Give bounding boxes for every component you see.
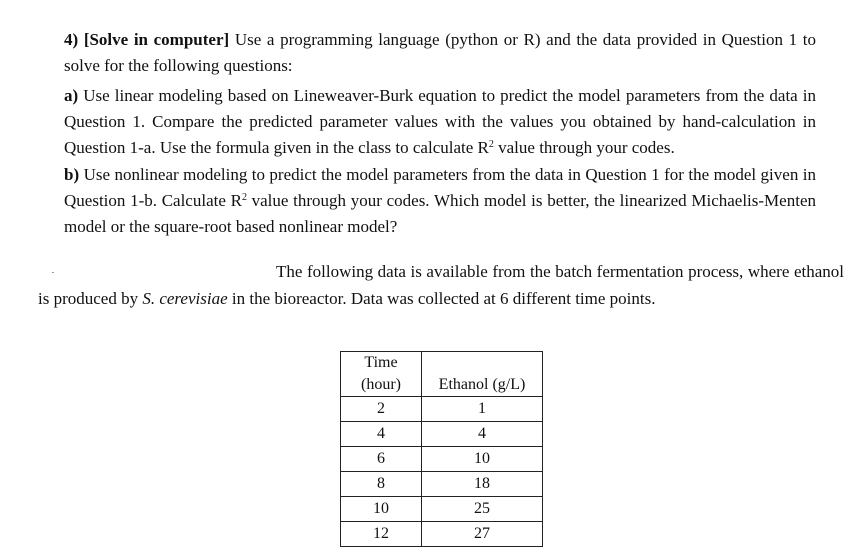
- time-cell: 2: [341, 397, 422, 422]
- part-b-label: b): [64, 165, 80, 184]
- ethanol-cell: 4: [422, 422, 543, 447]
- table-row: [341, 422, 543, 447]
- part-a-text: Use linear modeling based on Lineweaver-Burk equation to predict the model parameters from the data in Question 1. Compare the predicted parameter values with the values you obtained by hand-calculation in Question 1-a. Use the formula given in the class to calculate R: [64, 86, 817, 157]
- intro-text: The following data is available from the batch fermentation process, where ethanol is produced by: [38, 262, 844, 308]
- question-4-header: [64, 27, 816, 79]
- time-cell: 10: [341, 497, 422, 522]
- table-row: [341, 522, 543, 547]
- ethanol-cell: 18: [422, 472, 543, 497]
- organism-name: S. cerevisiae: [142, 289, 228, 308]
- ethanol-data-table: [340, 351, 543, 547]
- question-text: Use a programming language (python or R) and the data provided in Question 1 to solve for the following questions:: [64, 30, 816, 75]
- part-b: [64, 162, 816, 240]
- header-time-unit: (hour): [361, 376, 401, 393]
- part-a-text-end: value through your codes.: [493, 138, 675, 157]
- table-row: [341, 397, 543, 422]
- header-ethanol: Ethanol (g/L): [422, 352, 543, 397]
- part-a-label: a): [64, 86, 79, 105]
- intro-text-end: in the bioreactor. Data was collected at 6 different time points.: [227, 289, 656, 308]
- table-row: [341, 447, 543, 472]
- question-number: 4): [64, 30, 79, 49]
- header-time: [341, 352, 422, 397]
- ethanol-cell: 25: [422, 497, 543, 522]
- time-cell: 8: [341, 472, 422, 497]
- ethanol-cell: 10: [422, 447, 543, 472]
- ethanol-cell: 27: [422, 522, 543, 547]
- part-a: [64, 83, 816, 161]
- table-row: [341, 472, 543, 497]
- time-cell: 12: [341, 522, 422, 547]
- time-cell: 6: [341, 447, 422, 472]
- part-b-text-end: value through your codes. Which model is better, the linearized Michaelis-Menten model or the square-root based nonlinear model?: [64, 191, 816, 236]
- ethanol-cell: 1: [422, 397, 543, 422]
- question-tag: [Solve in computer]: [83, 30, 230, 49]
- part-b-text: Use nonlinear modeling to predict the model parameters from the data in Question 1 for the model given in Question 1-b. Calculate R: [64, 165, 816, 210]
- part-b-superscript: 2: [241, 192, 247, 203]
- part-a-superscript: 2: [488, 139, 494, 150]
- table-row: [341, 497, 543, 522]
- time-cell: 4: [341, 422, 422, 447]
- table-header-row: [341, 352, 543, 397]
- data-intro-paragraph: [38, 258, 844, 312]
- header-time-line1: Time: [364, 354, 398, 371]
